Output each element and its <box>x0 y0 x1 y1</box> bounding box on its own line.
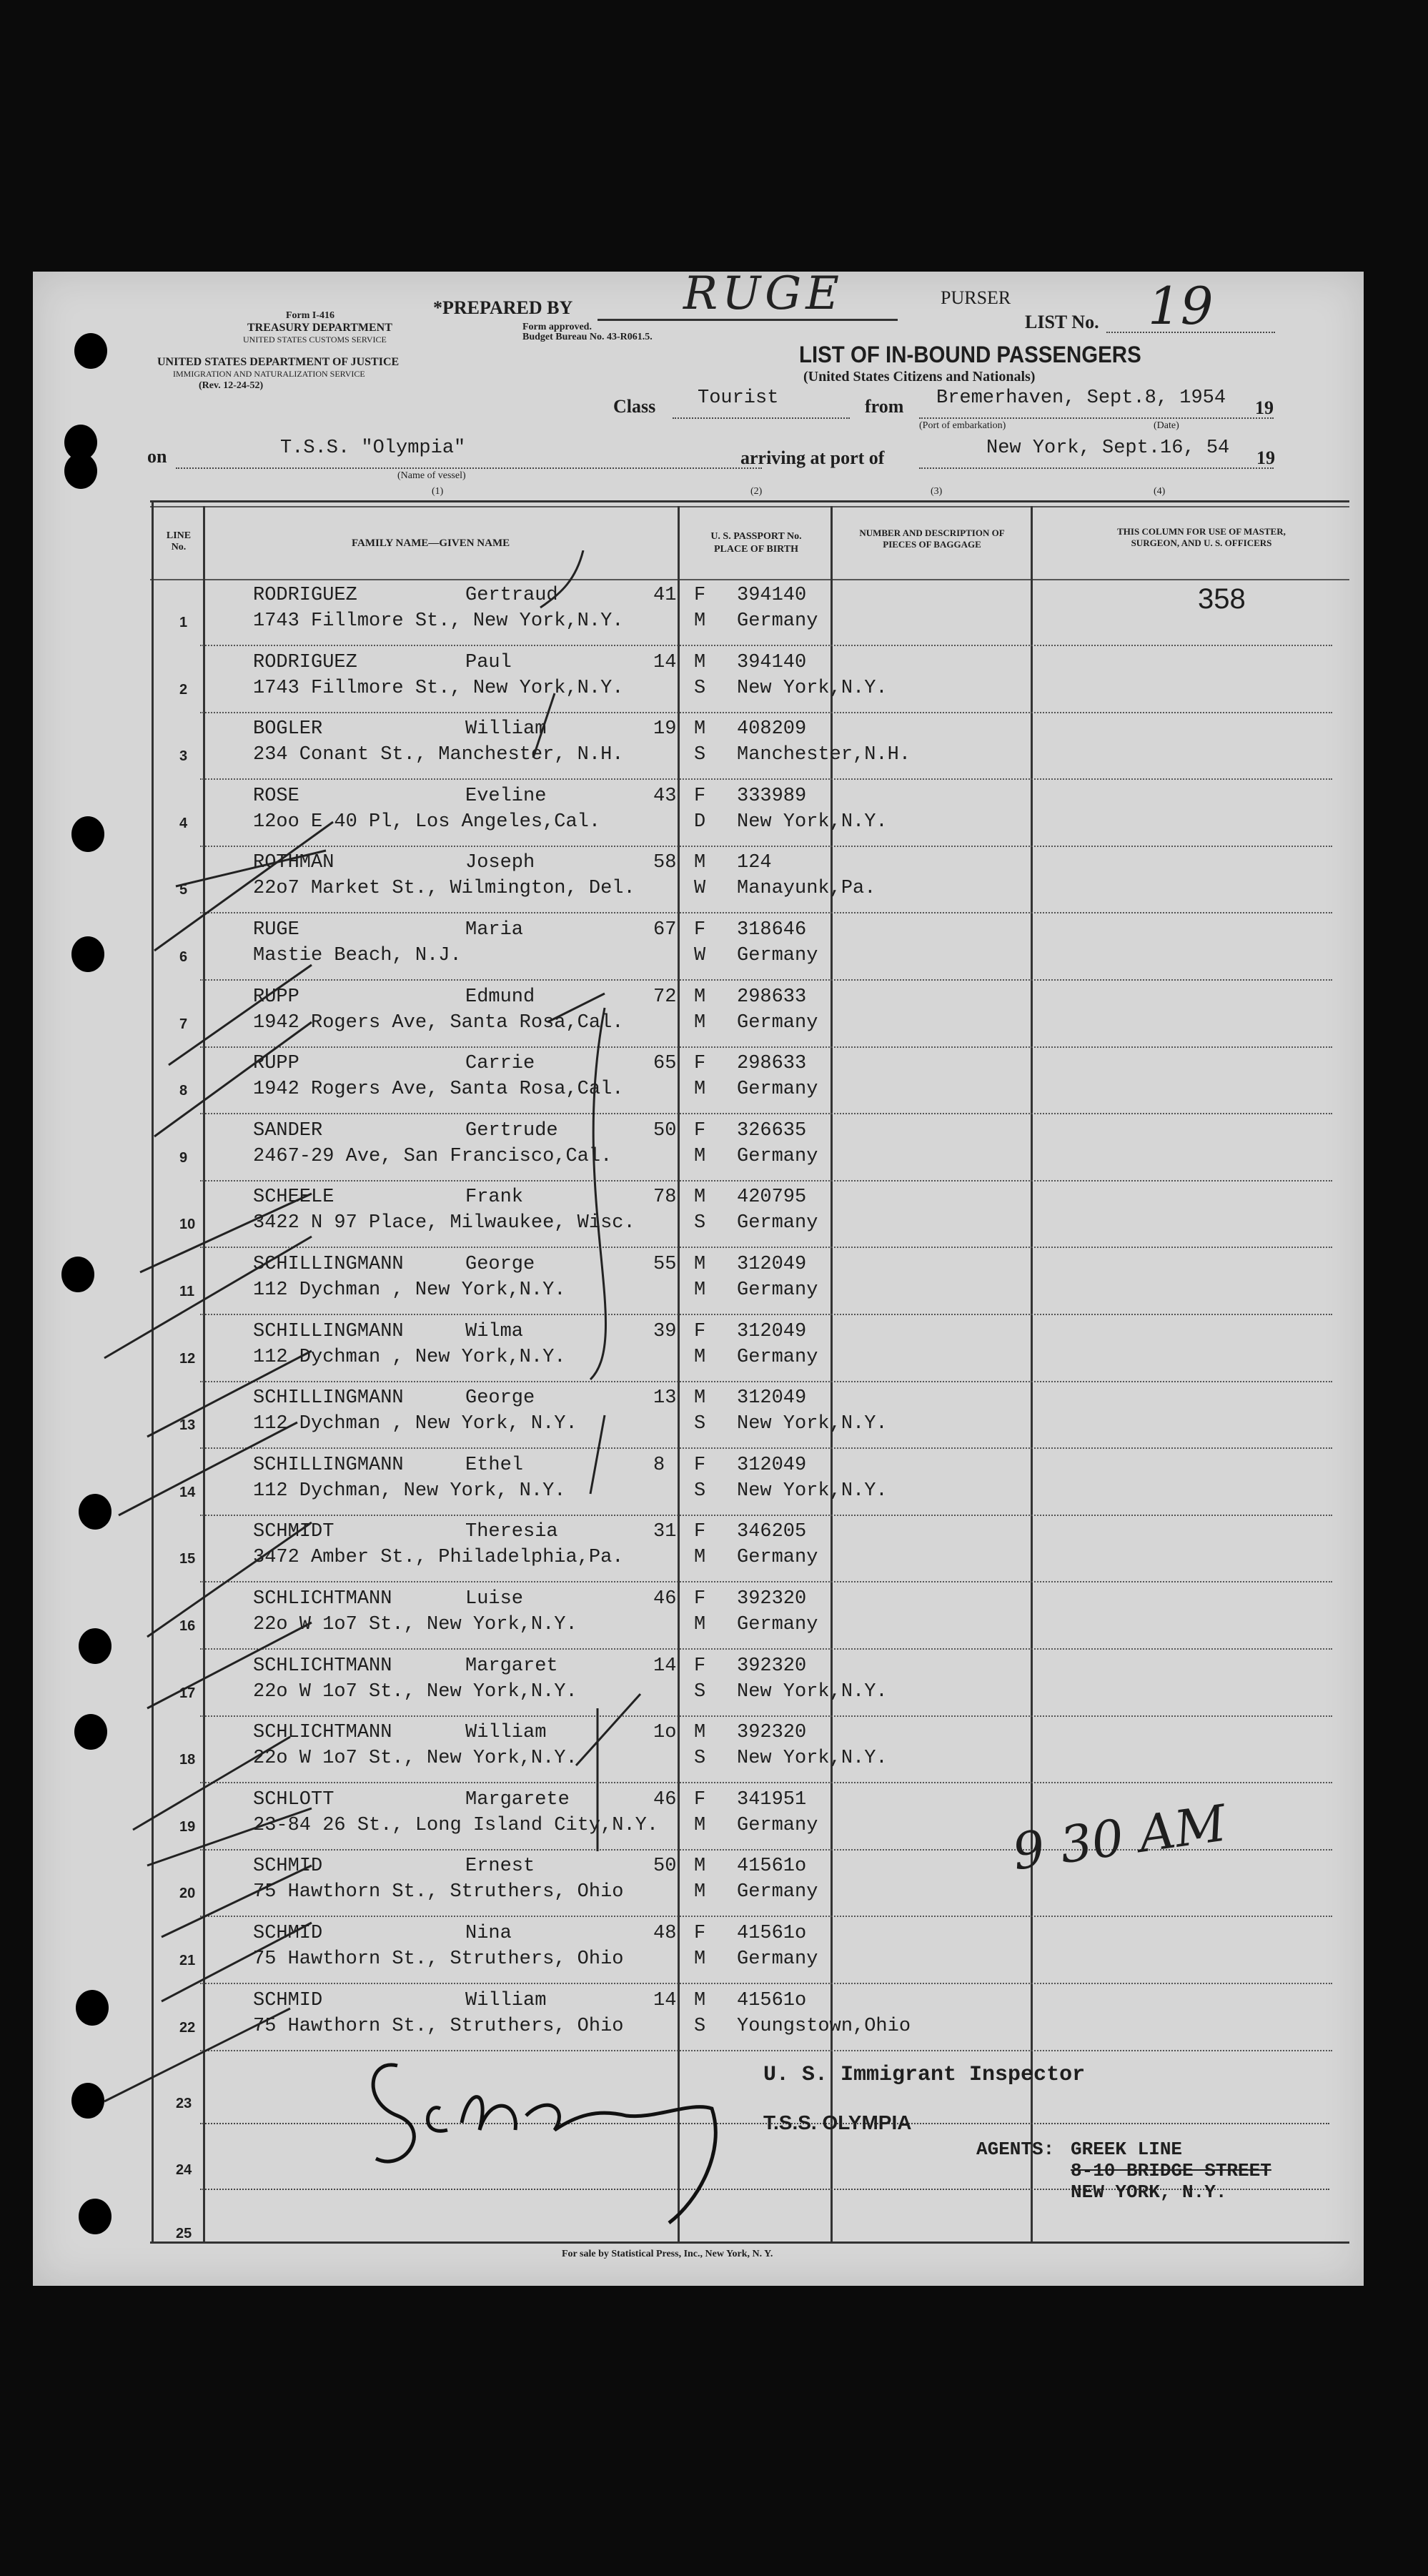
year-label-1: 19 <box>1255 397 1274 418</box>
given-name: Paul <box>465 651 512 673</box>
line-number: 6 <box>179 949 188 965</box>
place-of-birth: Germany <box>737 1814 818 1836</box>
address: 75 Hawthorn St., Struthers, Ohio <box>253 1948 624 1970</box>
line-number: 8 <box>179 1083 188 1099</box>
line-number: 4 <box>179 815 188 831</box>
given-name: Wilma <box>465 1320 524 1342</box>
ins-service: IMMIGRATION AND NATURALIZATION SERVICE <box>173 369 365 379</box>
age: 50 <box>653 1119 677 1141</box>
age: 58 <box>653 852 677 874</box>
passport-number: 312049 <box>737 1387 807 1410</box>
family-name: SCHILLINGMANN <box>253 1254 404 1275</box>
marital-status: M <box>694 1614 706 1635</box>
sex: F <box>694 1521 706 1543</box>
passport-number: 318646 <box>737 919 807 941</box>
place-of-birth: Germany <box>737 1011 818 1034</box>
line-number: 14 <box>179 1484 196 1500</box>
address: 112 Dychman , New York,N.Y. <box>253 1279 566 1301</box>
line-number: 1 <box>179 615 188 630</box>
family-name: RODRIGUEZ <box>253 585 357 606</box>
marital-status: M <box>694 1948 706 1970</box>
age: 14 <box>653 651 677 673</box>
marital-status: S <box>694 1413 706 1435</box>
family-name: ROTHMAN <box>253 852 334 874</box>
marital-status: S <box>694 744 706 766</box>
age: 46 <box>653 1588 677 1610</box>
age: 48 <box>653 1923 677 1944</box>
given-name: Ethel <box>465 1454 524 1476</box>
place-of-birth: Manchester,N.H. <box>737 744 911 766</box>
age: 67 <box>653 919 677 941</box>
line-number: 11 <box>179 1284 195 1299</box>
given-name: William <box>465 1722 547 1744</box>
family-name: SCHLICHTMANN <box>253 1588 392 1610</box>
form-number: Form I-416 <box>286 310 335 321</box>
marital-status: M <box>694 1881 706 1903</box>
arrival-value: New York, Sept.16, 54 <box>986 437 1230 459</box>
agents-label: AGENTS: <box>976 2139 1055 2160</box>
place-of-birth: Germany <box>737 1346 818 1368</box>
passport-number: 298633 <box>737 986 807 1008</box>
budget-bureau: Budget Bureau No. 43-R061.5. <box>522 332 653 342</box>
header-officers: THIS COLUMN FOR USE OF MASTER, SURGEON, AND U. S. OFFICERS <box>1117 526 1286 548</box>
place-of-birth: Germany <box>737 1948 818 1970</box>
line-number: 3 <box>179 748 188 765</box>
sex: F <box>694 1454 706 1476</box>
marital-status: S <box>694 2015 706 2037</box>
given-name: Margarete <box>465 1788 570 1810</box>
sex: F <box>694 919 706 941</box>
place-of-birth: Germany <box>737 1145 818 1167</box>
sex: F <box>694 1655 706 1677</box>
line-number: 9 <box>179 1149 188 1166</box>
list-no-label: LIST No. <box>1025 312 1099 332</box>
age: 14 <box>653 1655 677 1677</box>
passport-number: 408209 <box>737 718 807 740</box>
sex: M <box>694 1989 706 2011</box>
sex: M <box>694 651 706 673</box>
passport-number: 326635 <box>737 1119 807 1141</box>
sex: F <box>694 1588 706 1610</box>
place-of-birth: Germany <box>737 1881 818 1903</box>
col-num-2: (2) <box>750 486 763 497</box>
line-number: 12 <box>179 1350 196 1367</box>
family-name: SCHLOTT <box>253 1788 334 1810</box>
place-of-birth: Germany <box>737 945 818 966</box>
family-name: ROSE <box>253 785 299 807</box>
sex: F <box>694 585 706 606</box>
passport-number: 41561o <box>737 1989 807 2011</box>
passenger-list-form <box>33 267 1364 2286</box>
age: 46 <box>653 1788 677 1810</box>
punch-hole <box>64 453 97 489</box>
address: 112 Dychman, New York, N.Y. <box>253 1480 566 1502</box>
family-name: SCHEELE <box>253 1187 334 1209</box>
passport-number: 41561o <box>737 1856 807 1878</box>
sex: F <box>694 1119 706 1141</box>
address: 75 Hawthorn St., Struthers, Ohio <box>253 1881 624 1903</box>
place-of-birth: Youngstown,Ohio <box>737 2015 911 2037</box>
passport-number: 392320 <box>737 1588 807 1610</box>
given-name: Ernest <box>465 1856 535 1878</box>
marital-status: M <box>694 1814 706 1836</box>
family-name: SCHMID <box>253 1989 323 2011</box>
family-name: SCHMID <box>253 1923 323 1944</box>
place-of-birth: Germany <box>737 1279 818 1301</box>
place-of-birth: Germany <box>737 1547 818 1569</box>
age: 39 <box>653 1320 677 1342</box>
list-no-value: 19 <box>1148 276 1214 336</box>
family-name: SANDER <box>253 1119 323 1141</box>
sex: F <box>694 1053 706 1075</box>
passport-number: 312049 <box>737 1254 807 1275</box>
line-number: 21 <box>179 1953 196 1968</box>
address: 2467-29 Ave, San Francisco,Cal. <box>253 1145 613 1167</box>
passport-number: 333989 <box>737 785 807 807</box>
line-number: 13 <box>179 1417 196 1434</box>
sex: M <box>694 1254 706 1275</box>
age: 14 <box>653 1989 677 2011</box>
given-name: George <box>465 1387 535 1410</box>
line-number: 24 <box>176 2162 192 2178</box>
passport-number: 312049 <box>737 1454 807 1476</box>
family-name: SCHMIDT <box>253 1521 334 1543</box>
address: 22o W 1o7 St., New York,N.Y. <box>253 1680 577 1703</box>
check-marks <box>76 550 719 2123</box>
age: 72 <box>653 986 677 1008</box>
age: 8 <box>653 1454 665 1476</box>
purser-label: PURSER <box>941 287 1011 308</box>
age: 43 <box>653 785 677 807</box>
passport-number: 420795 <box>737 1187 807 1209</box>
sex: M <box>694 1387 706 1410</box>
address: 234 Conant St., Manchester, N.H. <box>253 744 624 766</box>
address: 3422 N 97 Place, Milwaukee, Wisc. <box>253 1212 635 1234</box>
marital-status: M <box>694 1079 706 1101</box>
address: 112 Dychman , New York,N.Y. <box>253 1346 566 1368</box>
passport-number: 394140 <box>737 585 807 606</box>
handwritten-time: 9 30 AM <box>1008 1793 1230 1882</box>
place-of-birth: Germany <box>737 1614 818 1635</box>
given-name: Gertraud <box>465 585 558 606</box>
line-number: 5 <box>179 882 188 898</box>
marital-status: S <box>694 677 706 699</box>
sex: M <box>694 986 706 1008</box>
family-name: SCHLICHTMANN <box>253 1655 392 1677</box>
marital-status: M <box>694 1145 706 1167</box>
passport-number: 124 <box>737 852 772 874</box>
arriving-label: arriving at port of <box>740 447 885 468</box>
treasury-dept: TREASURY DEPARTMENT <box>247 322 392 334</box>
given-name: William <box>465 1989 547 2011</box>
from-value: Bremerhaven, Sept.8, 1954 <box>936 387 1226 409</box>
family-name: RUPP <box>253 1053 299 1075</box>
from-label: from <box>865 396 904 417</box>
marital-status: M <box>694 1547 706 1569</box>
year-label-2: 19 <box>1256 447 1275 468</box>
family-name: SCHILLINGMANN <box>253 1320 404 1342</box>
age: 50 <box>653 1856 677 1878</box>
passport-number: 298633 <box>737 1053 807 1075</box>
port-embark-caption: (Port of embarkation) <box>919 420 1006 431</box>
address: 22o W 1o7 St., New York,N.Y. <box>253 1614 577 1635</box>
place-of-birth: Germany <box>737 1212 818 1234</box>
given-name: William <box>465 718 547 740</box>
revision: (Rev. 12-24-52) <box>199 380 264 391</box>
given-name: Nina <box>465 1923 512 1944</box>
place-of-birth: New York,N.Y. <box>737 811 888 833</box>
justice-dept: UNITED STATES DEPARTMENT OF JUSTICE <box>157 356 400 368</box>
col-num-1: (1) <box>432 486 444 497</box>
address: 75 Hawthorn St., Struthers, Ohio <box>253 2015 624 2037</box>
address: 3472 Amber St., Philadelphia,Pa. <box>253 1547 624 1569</box>
age: 19 <box>653 718 677 740</box>
agents-line-2: 8-10 BRIDGE STREET <box>1071 2160 1271 2181</box>
header-name: FAMILY NAME—GIVEN NAME <box>352 538 510 549</box>
line-number: 20 <box>179 1886 196 1902</box>
marital-status: M <box>694 610 706 632</box>
passport-number: 346205 <box>737 1521 807 1543</box>
passport-number: 341951 <box>737 1788 807 1810</box>
sex: M <box>694 852 706 874</box>
vessel-caption: (Name of vessel) <box>397 470 466 481</box>
marital-status: S <box>694 1680 706 1703</box>
place-of-birth: New York,N.Y. <box>737 1748 888 1770</box>
address: Mastie Beach, N.J. <box>253 945 462 966</box>
line-number: 17 <box>179 1685 196 1701</box>
date-caption: (Date) <box>1154 420 1179 431</box>
passport-number: 392320 <box>737 1655 807 1677</box>
family-name: RUGE <box>253 919 299 941</box>
marital-status: M <box>694 1279 706 1301</box>
header-baggage: NUMBER AND DESCRIPTION OF PIECES OF BAGGAGE <box>859 527 1005 550</box>
address: 22o7 Market St., Wilmington, Del. <box>253 878 635 900</box>
address: 1942 Rogers Ave, Santa Rosa,Cal. <box>253 1011 624 1034</box>
class-label: Class <box>613 396 656 417</box>
marital-status: D <box>694 811 706 833</box>
age: 13 <box>653 1387 677 1410</box>
place-of-birth: New York,N.Y. <box>737 1480 888 1502</box>
passport-number: 392320 <box>737 1722 807 1744</box>
sex: M <box>694 1856 706 1878</box>
age: 78 <box>653 1187 677 1209</box>
class-value: Tourist <box>698 387 779 409</box>
sex: M <box>694 1722 706 1744</box>
passport-number: 312049 <box>737 1320 807 1342</box>
given-name: Frank <box>465 1187 524 1209</box>
given-name: Luise <box>465 1588 524 1610</box>
vessel-stamp: T.S.S. OLYMPIA <box>763 2111 912 2134</box>
address: 112 Dychman , New York, N.Y. <box>253 1413 577 1435</box>
line-number: 2 <box>179 681 188 698</box>
given-name: Eveline <box>465 785 547 807</box>
marital-status: M <box>694 1011 706 1034</box>
marital-status: S <box>694 1480 706 1502</box>
sex: F <box>694 1788 706 1810</box>
family-name: SCHMID <box>253 1856 323 1878</box>
sex: F <box>694 1923 706 1944</box>
marital-status: S <box>694 1748 706 1770</box>
family-name: SCHLICHTMANN <box>253 1722 392 1744</box>
sex: M <box>694 718 706 740</box>
marital-status: M <box>694 1346 706 1368</box>
age: 1o <box>653 1722 677 1744</box>
col-num-3: (3) <box>931 486 943 497</box>
line-number: 22 <box>179 2019 196 2036</box>
sex: F <box>694 785 706 807</box>
given-name: Gertrude <box>465 1119 558 1141</box>
age: 55 <box>653 1254 677 1275</box>
passport-number: 394140 <box>737 651 807 673</box>
inspector-stamp: U. S. Immigrant Inspector <box>763 2063 1086 2087</box>
header-line-no: LINE No. <box>166 530 192 553</box>
place-of-birth: New York,N.Y. <box>737 1413 888 1435</box>
family-name: SCHILLINGMANN <box>253 1454 404 1476</box>
line-number: 7 <box>179 1016 188 1032</box>
family-name: BOGLER <box>253 718 323 740</box>
agents-line-1: GREEK LINE <box>1071 2139 1183 2160</box>
form-title: LIST OF IN-BOUND PASSENGERS <box>799 342 1141 367</box>
place-of-birth: Germany <box>737 610 818 632</box>
place-of-birth: New York,N.Y. <box>737 677 888 699</box>
line-number: 19 <box>179 1818 196 1835</box>
line-number: 25 <box>176 2226 192 2241</box>
line-number: 23 <box>176 2096 192 2111</box>
prepared-by-signature: RUGE <box>683 267 843 320</box>
address: 1743 Fillmore St., New York,N.Y. <box>253 610 624 632</box>
address: 12oo E 40 Pl, Los Angeles,Cal. <box>253 811 601 833</box>
marital-status: S <box>694 1212 706 1234</box>
punch-hole <box>74 333 107 369</box>
form-approved: Form approved. <box>522 322 592 332</box>
vessel-name-value: T.S.S. "Olympia" <box>280 437 466 459</box>
line-number: 15 <box>179 1551 196 1567</box>
address: 23-84 26 St., Long Island City,N.Y. <box>253 1814 659 1836</box>
address: 22o W 1o7 St., New York,N.Y. <box>253 1748 577 1770</box>
marital-status: W <box>694 878 706 900</box>
address: 1743 Fillmore St., New York,N.Y. <box>253 677 624 699</box>
age: 31 <box>653 1521 677 1543</box>
family-name: RODRIGUEZ <box>253 651 357 673</box>
given-name: Joseph <box>465 852 535 874</box>
place-of-birth: Manayunk,Pa. <box>737 878 876 900</box>
sex: F <box>694 1320 706 1342</box>
given-name: Edmund <box>465 986 535 1008</box>
marital-status: W <box>694 945 706 966</box>
family-name: SCHILLINGMANN <box>253 1387 404 1410</box>
family-name: RUPP <box>253 986 299 1008</box>
line-number: 10 <box>179 1217 196 1233</box>
punch-hole <box>79 2199 111 2234</box>
given-name: Carrie <box>465 1053 535 1075</box>
customs-service: UNITED STATES CUSTOMS SERVICE <box>243 335 387 345</box>
line-number: 16 <box>179 1618 196 1634</box>
agents-line-3: NEW YORK, N.Y. <box>1071 2181 1227 2203</box>
given-name: Theresia <box>465 1521 558 1543</box>
footer-printer: For sale by Statistical Press, Inc., New York, N. Y. <box>562 2249 773 2259</box>
line-number: 18 <box>179 1752 196 1768</box>
place-of-birth: New York,N.Y. <box>737 1680 888 1703</box>
age: 65 <box>653 1053 677 1075</box>
given-name: Margaret <box>465 1655 558 1677</box>
on-label: on <box>147 446 167 467</box>
col-num-4: (4) <box>1154 486 1166 497</box>
age: 41 <box>653 585 677 606</box>
address: 1942 Rogers Ave, Santa Rosa,Cal. <box>253 1079 624 1101</box>
given-name: Maria <box>465 919 524 941</box>
officer-stamp-number: 358 <box>1198 583 1246 615</box>
form-subtitle: (United States Citizens and Nationals) <box>803 369 1036 385</box>
header-passport: U. S. PASSPORT No. PLACE OF BIRTH <box>710 531 802 555</box>
sex: M <box>694 1187 706 1209</box>
prepared-by-label: *PREPARED BY <box>433 297 573 318</box>
passport-number: 41561o <box>737 1923 807 1944</box>
given-name: George <box>465 1254 535 1275</box>
place-of-birth: Germany <box>737 1079 818 1101</box>
